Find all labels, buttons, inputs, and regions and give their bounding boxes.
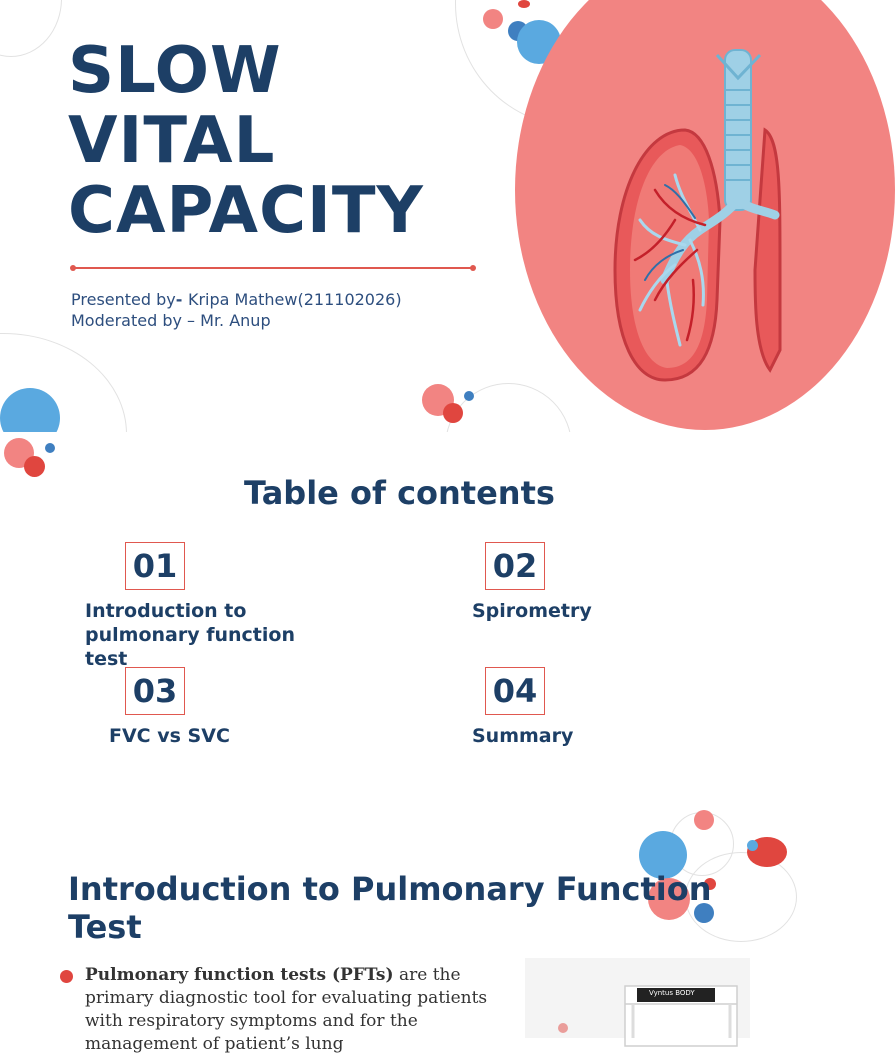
bullet-body: are the primary diagnostic tool for evaluating patients with respiratory symptoms and for the management of patient’s lung <box>85 965 488 1054</box>
toc-number-box: 01 <box>125 542 185 590</box>
presenter-name: Kripa Mathew(211102026) <box>187 290 402 309</box>
decorative-dot <box>24 456 45 477</box>
presenter-label: Presented by <box>71 290 176 309</box>
title-slide <box>0 0 768 432</box>
section-title: Introduction to Pulmonary Function Test <box>68 870 712 946</box>
toc-number-box: 02 <box>485 542 545 590</box>
presentation-title <box>68 36 424 246</box>
bullet-dot-icon <box>60 970 73 983</box>
credits <box>71 289 402 331</box>
toc-item-label[interactable]: Introduction to pulmonary function test <box>85 600 295 670</box>
decorative-dot <box>747 840 758 851</box>
lungs-icon <box>605 50 775 390</box>
presenter-line <box>71 289 402 310</box>
toc-title: Table of contents <box>244 474 555 512</box>
title-divider <box>72 267 474 269</box>
device-label: Vyntus BODY <box>649 989 695 997</box>
toc-item-label[interactable]: Spirometry <box>472 600 592 622</box>
lungs-panel <box>515 0 845 432</box>
toc-item-label[interactable]: FVC vs SVC <box>109 725 230 747</box>
decorative-dot <box>45 443 55 453</box>
title-line: CAPACITY <box>68 174 424 248</box>
decorative-dot <box>443 403 463 423</box>
toc-slide <box>0 432 768 792</box>
toc-number-box: 03 <box>125 667 185 715</box>
decorative-ring <box>0 0 62 57</box>
bullet-bold: Pulmonary function tests (PFTs) <box>85 965 394 985</box>
intro-slide <box>0 792 768 1054</box>
pft-device-image <box>525 958 750 1038</box>
decorative-dot <box>464 391 474 401</box>
toc-number-box: 04 <box>485 667 545 715</box>
decorative-dot <box>694 810 714 830</box>
decorative-dot <box>483 9 503 29</box>
moderator-line: Moderated by – Mr. Anup <box>71 311 271 330</box>
body-box-device-icon <box>525 958 750 1038</box>
bullet-text <box>85 964 510 1056</box>
presenter-separator: - <box>175 290 188 309</box>
title-line: VITAL <box>68 104 276 178</box>
toc-item-label[interactable]: Summary <box>472 725 574 747</box>
title-line: SLOW <box>68 34 282 108</box>
